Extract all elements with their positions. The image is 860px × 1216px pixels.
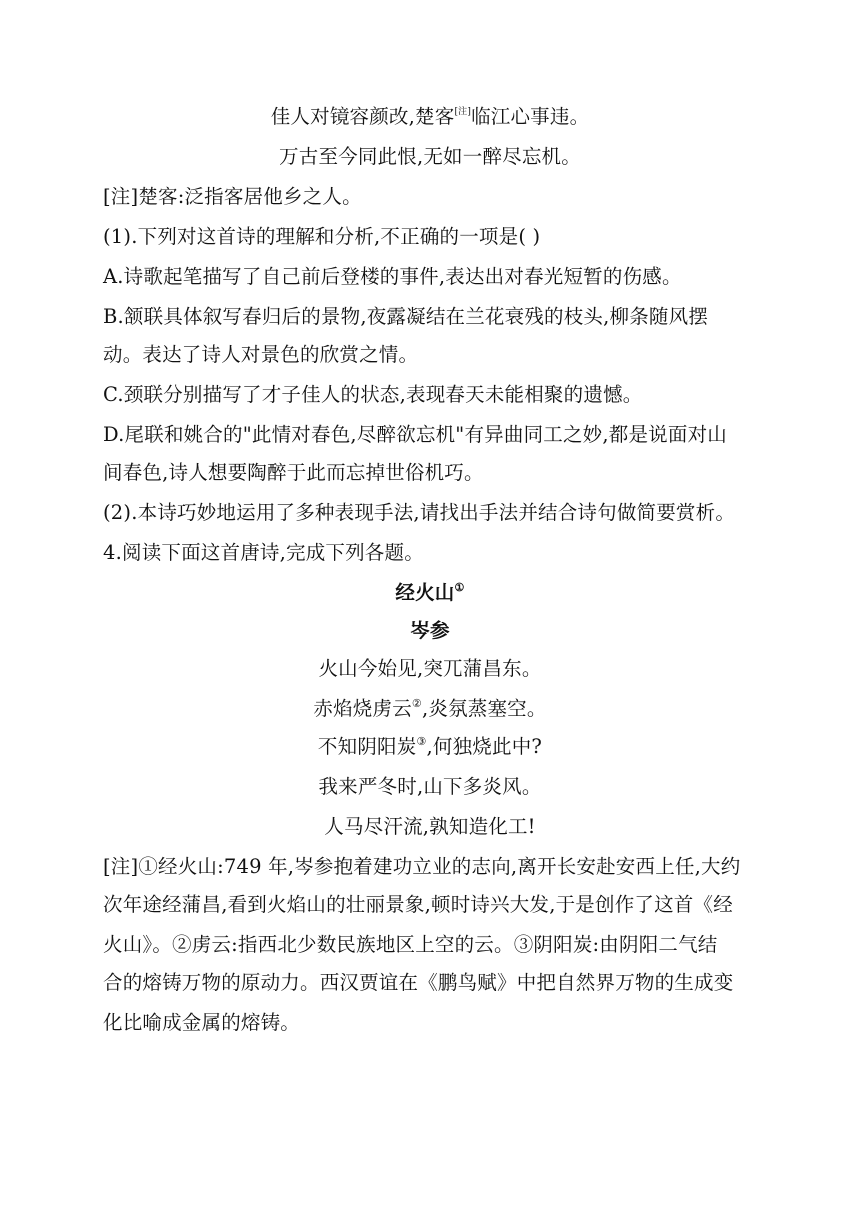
poem2-line-3-part-b: ,何独烧此中? [426,735,543,758]
poem2-notes-line-4: 合的熔铸万物的原动力。西汉贾谊在《鹏鸟赋》中把自然界万物的生成变 [103,971,734,994]
poem2-line-1: 火山今始见,突兀蒲昌东。 [318,657,542,680]
question-1-option-b-line-2: 动。表达了诗人对景色的欣赏之情。 [103,343,419,366]
question-1-option-d-line-2: 间春色,诗人想要陶醉于此而忘掉世俗机巧。 [103,461,484,484]
question-1-option-d-line-1: D.尾联和姚合的"此情对春色,尽醉欲忘机"有异曲同工之妙,都是说面对山 [103,423,727,446]
question-2-stem: (2).本诗巧妙地运用了多种表现手法,请找出手法并结合诗句做简要赏析。 [103,501,736,524]
poem2-notes-line-5: 化比喻成金属的熔铸。 [103,1011,301,1034]
question-1-option-a: A.诗歌起笔描写了自己前后登楼的事件,表达出对春光短暂的伤感。 [103,265,682,288]
poem1-line-1-part-a: 佳人对镜容颜改,楚客 [270,105,455,128]
poem1-line-2: 万古至今同此恨,无如一醉尽忘机。 [279,145,581,168]
poem2-title [0,580,860,606]
question-1-stem: (1).下列对这首诗的理解和分析,不正确的一项是( ) [103,225,541,248]
poem2-line-3-footnote-marker: ③ [416,735,427,748]
poem2-notes-line-2: 次年途经蒲昌,看到火焰山的壮丽景象,顿时诗兴大发,于是创作了这首《经 [103,893,733,916]
footnote-marker: [注] [454,107,472,117]
poem2-notes-line-3: 火山》。②虏云:指西北少数民族地区上空的云。③阴阳炭:由阴阳二气结 [103,933,718,956]
poem2-title-text: 经火山 [395,581,455,604]
poem2-line-3-part-a: 不知阴阳炭 [317,735,417,758]
poem1-line-1-part-b: 临江心事违。 [471,105,590,128]
poem2-title-footnote-marker: ① [454,581,465,594]
poem2-line-4: 我来严冬时,山下多炎风。 [318,775,542,798]
poem2-line-2 [0,696,860,722]
poem2-notes-line-1: [注]①经火山:749 年,岑参抱着建功立业的志向,离开长安赴安西上任,大约 [103,855,741,878]
poem2-line-2-footnote-marker: ② [411,697,422,710]
question-1-option-c: C.颈联分别描写了才子佳人的状态,表现春天未能相聚的遗憾。 [103,383,643,406]
question-4-stem: 4.阅读下面这首唐诗,完成下列各题。 [103,541,424,564]
poem2-line-2-part-b: ,炎氛蒸塞空。 [421,697,547,720]
poem1-line-1 [0,104,860,130]
poem2-line-5: 人马尽汗流,孰知造化工! [324,815,536,838]
poem2-line-2-part-a: 赤焰烧虏云 [313,697,412,720]
poem2-author: 岑参 [410,619,450,642]
poem2-line-3 [0,734,860,760]
question-1-option-b-line-1: B.颔联具体叙写春归后的景物,夜露凝结在兰花衰残的枝头,柳条随风摆 [103,305,709,328]
poem1-note: [注]楚客:泛指客居他乡之人。 [103,185,362,208]
